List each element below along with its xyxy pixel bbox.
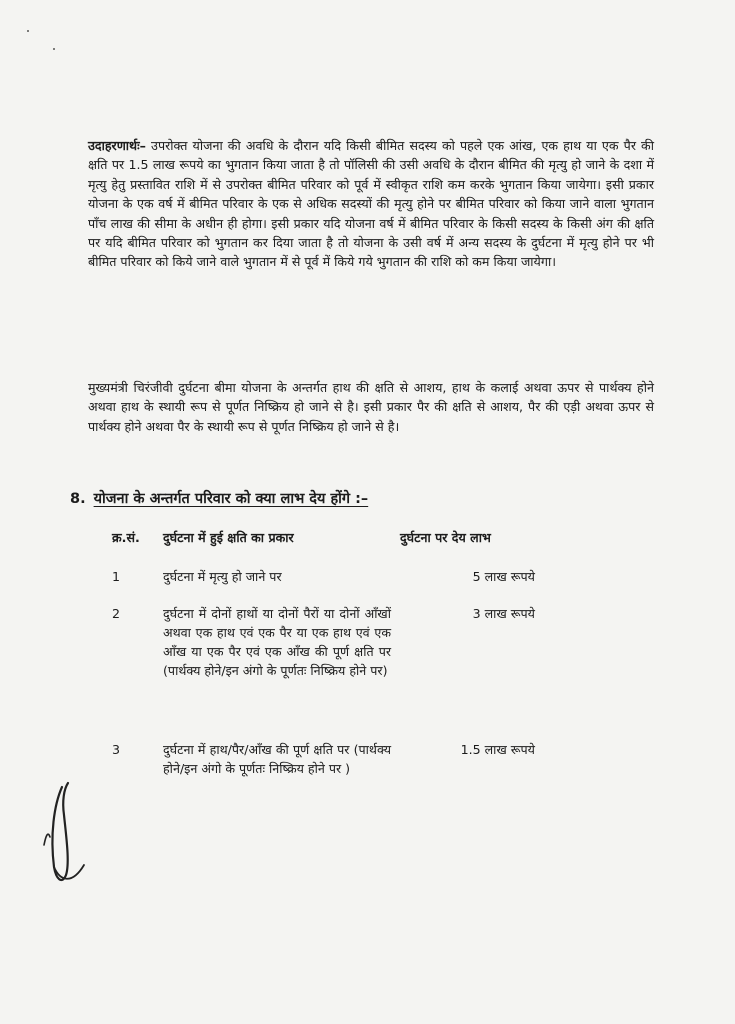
row1-benefit: 5 लाख रूपये [472,569,535,584]
row2-benefit: 3 लाख रूपये [472,606,535,621]
example-text: उपरोक्त योजना की अवधि के दौरान यदि किसी बीमित सदस्य को पहले एक आंख, एक हाथ या एक पैर की क्षति पर 1.5 लाख रूपये का भुगतान किया जाता है तो पॉलिसी की उसी अवधि के दौरान बीमित की मृत्यु हो जाने के दशा में मृत्यु हेतु प्रस्तावित राशि में से उपरोक्त बीमित परिवार को पूर्व में स्वीकृत राशि कम करके भुगतान किया जायेगा। इसी प्रकार योजना के एक वर्ष में बीमित परिवार के एक से अधिक सदस्यों की मृत्यु होने पर बीमित परिवार को किया जाने वाला भुगतान पाँच लाख की सीमा के अधीन ही होगा। इसी प्रकार यदि योजना वर्ष में बीमित परिवार के किसी सदस्य के किसी अंग की क्षति पर यदि बीमित परिवार को भुगतान कर दिया जाता है तो योजना के उसी वर्ष में अन्य सदस्य के दुर्घटना में मृत्यु होने पर भी बीमित परिवार को किये जाने वाले भुगतान में से पूर्व में किये गये भुगतान की राशि को कम किया जायेगा। [88,138,654,270]
row3-type: दुर्घटना में हाथ/पैर/आँख की पूर्ण क्षति पर (पार्थक्य होने/इन अंगो के पूर्णतः निष्क्रिय होने पर ) [163,742,391,776]
row1-type: दुर्घटना में मृत्यु हो जाने पर [163,569,282,584]
row1-sn: 1 [112,569,121,584]
row3-benefit: 1.5 लाख रूपये [460,742,535,757]
example-paragraph [88,136,654,272]
scan-speck [53,48,55,50]
definition-paragraph: मुख्यमंत्री चिरंजीवी दुर्घटना बीमा योजना के अन्तर्गत हाथ की क्षति से आशय, हाथ के कलाई अथवा ऊपर से पार्थक्य होने अथवा हाथ के स्थायी रूप से पूर्णत निष्क्रिय हो जाने से है। इसी प्रकार पैर की क्षति से आशय, पैर की एड़ी अथवा ऊपर से पार्थक्य होने अथवा पैर के स्थायी रूप से पूर्णत निष्क्रिय हो जाने से है। [88,380,654,434]
row2-sn: 2 [112,606,121,621]
section-title: योजना के अन्तर्गत परिवार को क्या लाभ देय होंगे :– [93,491,369,507]
example-lead: उदाहरणार्थः– [88,138,146,153]
scan-speck [27,30,29,32]
handwritten-signature [40,775,100,895]
header-benefit: दुर्घटना पर देय लाभ [400,530,491,545]
row3-sn: 3 [112,742,121,757]
header-sn: क्र.सं. [112,530,140,545]
section-heading [70,488,368,508]
header-type: दुर्घटना में हुई क्षति का प्रकार [163,530,294,545]
row2-type: दुर्घटना में दोनों हाथों या दोनों पैरों या दोनों आँखों अथवा एक हाथ एवं एक पैर या एक हाथ एवं एक आँख या एक पैर एवं एक आँख की पूर्ण क्षति पर (पार्थक्य होने/इन अंगो के पूर्णतः निष्क्रिय होने पर) [163,606,391,678]
section-number: 8. [70,491,86,507]
